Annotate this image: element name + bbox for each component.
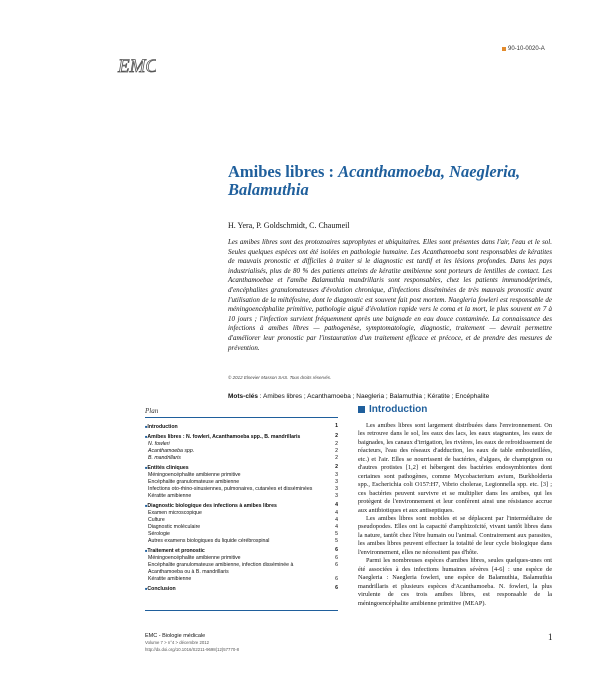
plan-entry-page: 4 [335, 510, 338, 516]
plan-entry-page: 1 [335, 423, 338, 429]
plan-entry-label: N. fowleri [148, 441, 170, 447]
plan-title: Plan [145, 407, 159, 415]
plan-entry[interactable] [145, 562, 338, 576]
plan-entry[interactable] [145, 576, 338, 583]
plan-entry-label: Diagnostic moléculaire [148, 524, 201, 530]
plan-entry[interactable] [145, 493, 338, 500]
plan-entry-label: ■ Amibes libres : N. fowleri, Acanthamoeba spp., B. mandrillaris [145, 433, 330, 441]
authors: H. Yera, P. Goldschmidt, C. Chaumeil [228, 221, 350, 230]
footer-journal: EMC - Biologie médicale [145, 633, 206, 639]
keywords [228, 393, 489, 400]
plan-entry-label: Examen microscopique [148, 510, 202, 516]
article-title [228, 163, 568, 199]
plan-entry[interactable] [145, 448, 338, 455]
plan-entry-page: 2 [335, 448, 338, 454]
plan-entry-page: 4 [335, 517, 338, 523]
introduction-paragraph: Les amibes libres sont largement distribuées dans l'environnement. On les retrouve dans le sol, les eaux des lacs, les eaux stagnantes, les eaux de baignades, les canaux d'irrigation, les rivières, les eaux de refroidissement de réacteurs, l'eau des réseaux d'adduction, les eaux de table embouteillées, etc.) et l'air. Elles se nourrissent de bactéries, d'algues, de champignon ou d'autres protistes [1,2] et hébergent des bactéries endosymbiontes dont certaines sont pathogènes, comme Mycobacterium avium, Burkholderia spp., Escherichia coli O157:H7, Vibrio cholerae, Legionnella spp. etc. [3] ; ces bactéries peuvent survivre et se multiplier dans les amibes, qui les protègent de l'environnement et leur confèrent ainsi une résistance accrue aux antibiotiques et aux antiseptiques. [358, 422, 552, 514]
plan-entry-page: 2 [335, 441, 338, 447]
plan-entry[interactable] [145, 538, 338, 545]
plan-entry-label: ■ Introduction [145, 423, 330, 431]
plan-divider [145, 417, 338, 418]
title-italic: Acanthamoeba, Naegleria, Balamuthia [228, 162, 521, 199]
plan-entry-label: Encéphalite granulomateuse amibienne, infection disséminée à Acanthamoeba ou à B. mandrillaris [148, 562, 294, 575]
title-plain: Amibes libres : [228, 162, 339, 181]
introduction-body [358, 422, 552, 608]
plan-entry[interactable] [145, 464, 338, 472]
plan-entry-page: 2 [335, 464, 338, 470]
plan-entry[interactable] [145, 423, 338, 431]
plan-entry-label: ■ Entités cliniques [145, 464, 330, 472]
plan-entry[interactable] [145, 517, 338, 524]
plan-entry-page: 3 [335, 472, 338, 478]
plan-entry[interactable] [145, 502, 338, 510]
plan-entry-label: ■ Traitement et pronostic [145, 547, 330, 555]
reference-code [502, 46, 545, 52]
plan-entry[interactable] [145, 486, 338, 493]
plan-entry-page: 2 [335, 433, 338, 439]
plan-entry-label: Autres examens biologiques du liquide cérébrospinal [148, 538, 270, 544]
plan-entry-page: 3 [335, 493, 338, 499]
plan-entry-page: 5 [335, 531, 338, 537]
plan-entry-page: 6 [335, 562, 338, 568]
plan-entry-label: Kératite amibienne [148, 576, 192, 582]
plan-entry-label: Acanthamoeba spp. [148, 448, 195, 454]
plan-entry-label: Sérologie [148, 531, 170, 537]
introduction-paragraph: Les amibes libres sont mobiles et se déplacent par l'intermédiaire de pseudopodes. Elles ont la capacité d'amphizoïcité, vivant tantôt libres dans la nature, tantôt chez l'être humain ou l'animal. Contrairement aux parasites, les amibes libres peuvent effectuer la totalité de leur cycle biologique dans l'environnement, elles ne nécessitent pas d'hôte. [358, 514, 552, 556]
footer [145, 633, 239, 653]
plan-entry-page: 6 [335, 555, 338, 561]
plan-entry[interactable] [145, 455, 338, 462]
plan-entry[interactable] [145, 441, 338, 448]
keywords-value: : Amibes libres ; Acanthamoeba ; Naegleria ; Balamuthia ; Kératite ; Encéphalite [257, 393, 490, 400]
plan-entry-label: ■ Diagnostic biologique des infections à amibes libres [145, 502, 330, 510]
plan-entry[interactable] [145, 524, 338, 531]
introduction-heading-text: Introduction [369, 404, 428, 415]
introduction-paragraph: Parmi les nombreuses espèces d'amibes libres, seules quelques-unes ont été associées à des infections humaines sévères [4-6] : une espèce de Naegleria : Naegleria fowleri, une espèce de Balamuthia, Balamuthia mandrillaris et plusieurs espèces d'Acanthamoeba. N. fowleri, la plus virulente de ces trois amibes libres, est responsable de la méningoencéphalite amibienne primitive (MEAP). [358, 557, 552, 607]
abstract: Les amibes libres sont des protozoaires saprophytes et ubiquitaires. Elles sont présentes dans l'air, l'eau et le sol. Seules quelques espèces ont été isolées en pathologie humaine. Les Acanthamoeba sont responsables de kératites de mauvais pronostic et difficiles à traiter si le diagnostic est tardif et les lésions profondes. Dans les pays industrialisés, plus de 80 % des patients atteints de kératite amibienne sont porteurs de lentilles de contact. Les Acanthamoebae et l'amibe Balamuthia mandrillaris sont responsables, chez les patients immunodéprimés, d'encéphalites granulomateuses d'évolution chronique, d'infections disséminées de très mauvais pronostic avant l'utilisation de la miltéfosine, dont le diagnostic est souvent fait post mortem. Naegleria fowleri est responsable de méningoencéphalite primitive, pathologie aiguë d'évolution rapide vers le coma et la mort, le plus souvent en 7 à 10 jours ; l'infection survient fréquemment après une baignade en eau douce contaminée. La connaissance des infections à amibes libres — pathogenèse, symptomatologie, diagnostic, traitement — devrait permettre d'améliorer leur pronostic par l'instauration d'un traitement efficace et précoce, et de prendre des mesures de prévention. [228, 238, 552, 352]
plan-entry-label: Encéphalite granulomateuse amibienne [148, 479, 240, 485]
copyright: © 2012 Elsevier Masson SAS. Tous droits réservés. [228, 375, 332, 380]
plan-entry-label: Méningoencéphalite amibienne primitive [148, 472, 241, 478]
plan-entry-page: 4 [335, 524, 338, 530]
logo-text: EMC [118, 56, 156, 77]
heading-square-icon [358, 406, 365, 413]
plan-entry[interactable] [145, 531, 338, 538]
plan-entry[interactable] [145, 585, 338, 593]
plan-entry-page: 4 [335, 502, 338, 508]
plan-list [145, 421, 338, 593]
plan-entry-page: 6 [335, 585, 338, 591]
plan-entry[interactable] [145, 547, 338, 555]
reference-square-icon [502, 47, 506, 51]
plan-entry-label: Kératite amibienne [148, 493, 192, 499]
plan-bottom-divider [145, 610, 338, 611]
plan-entry-label: B. mandrillaris [148, 455, 181, 461]
plan-entry[interactable] [145, 510, 338, 517]
emc-logo [116, 46, 156, 82]
plan-entry-label: Méningoencéphalite amibienne primitive [148, 555, 241, 561]
plan-entry[interactable] [145, 479, 338, 486]
plan-entry-page: 3 [335, 479, 338, 485]
footer-doi[interactable]: http://dx.doi.org/10.1016/S2211-9698(12)57770-8 [145, 647, 240, 652]
plan-entry[interactable] [145, 555, 338, 562]
plan-entry-page: 2 [335, 455, 338, 461]
plan-entry-page: 6 [335, 547, 338, 553]
plan-entry[interactable] [145, 472, 338, 479]
keywords-label: Mots-clés [228, 393, 258, 400]
plan-entry-page: 3 [335, 486, 338, 492]
plan-entry-label: Infections oto-rhino-sinusiennes, pulmonaires, cutanées et disséminées [148, 486, 313, 492]
plan-entry-label: ■ Conclusion [145, 585, 330, 593]
plan-entry-page: 5 [335, 538, 338, 544]
plan-entry-page: 6 [335, 576, 338, 582]
introduction-heading [358, 404, 427, 415]
page-number: 1 [548, 632, 553, 642]
reference-text: 90-10-0020-A [508, 46, 545, 52]
footer-volume: Volume 7 > n°4 > décembre 2012 [145, 640, 210, 645]
plan-entry[interactable] [145, 433, 338, 441]
plan-entry-label: Culture [148, 517, 165, 523]
